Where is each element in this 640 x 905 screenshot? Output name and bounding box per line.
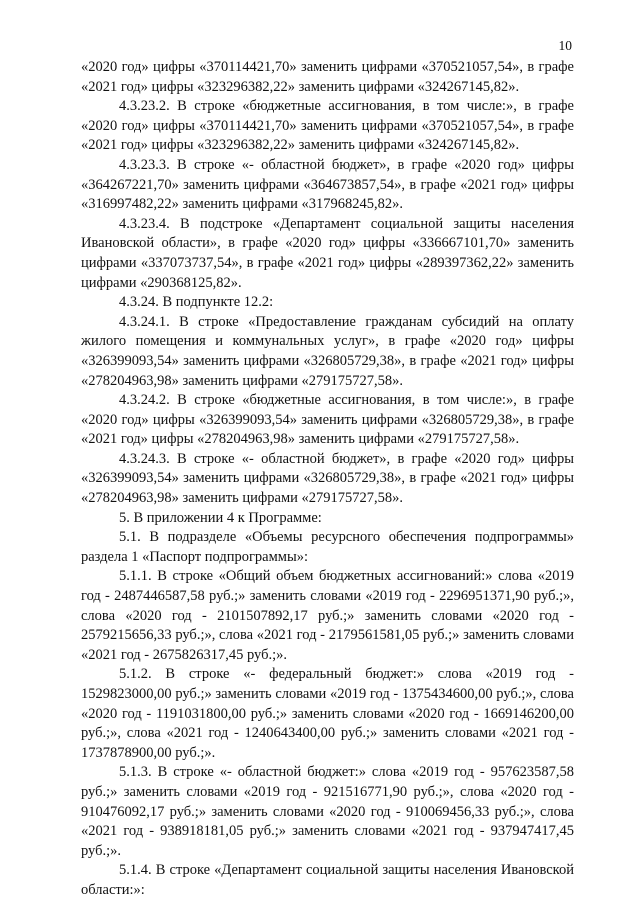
paragraph-4-3-24-2: 4.3.24.2. В строке «бюджетные ассигнования, в том числе:», в графе «2020 год» цифры «326399093,54» заменить цифрами «326805729,38», в графе «2021 год» цифры «278204963,98» заменить цифрами «279175727,58». (81, 392, 574, 448)
paragraph-4-3-23-4: 4.3.23.4. В подстроке «Департамент социальной защиты населения Ивановской области», в графе «2020 год» цифры «336667101,70» заменить цифрами «337073737,54», в графе «2021 год» цифры «289397362,22» заменить цифрами «290368125,82». (81, 215, 574, 291)
paragraph-4-3-24-3: 4.3.24.3. В строке «- областной бюджет», в графе «2020 год» цифры «326399093,54» заменить цифрами «326805729,38», в графе «2021 год» цифры «278204963,98» заменить цифрами «279175727,58». (81, 450, 574, 507)
paragraph-4-3-23-3: 4.3.23.3. В строке «- областной бюджет», в графе «2020 год» цифры «364267221,70» заменить цифрами «364673857,54», в графе «2021 год» цифры «316997482,22» заменить цифрами «317968245,82». (81, 156, 574, 213)
document-body (81, 58, 574, 901)
paragraph-4-3-23-2: 4.3.23.2. В строке «бюджетные ассигнования, в том числе:», в графе «2020 год» цифры «370114421,70» заменить цифрами «370521057,54», в графе «2021 год» цифры «323296382,22» заменить цифрами «324267145,82». (81, 98, 574, 154)
paragraph-continuation: «2020 год» цифры «370114421,70» заменить цифрами «370521057,54», в графе «2021 год» цифры «323296382,22» заменить цифрами «324267145,82». (81, 59, 574, 95)
paragraph-5-1: 5.1. В подразделе «Объемы ресурсного обеспечения подпрограммы» раздела 1 «Паспорт подпрограммы»: (81, 529, 574, 565)
paragraph-5: 5. В приложении 4 к Программе: (119, 509, 322, 526)
page-number: 10 (558, 38, 572, 53)
paragraph-5-1-1: 5.1.1. В строке «Общий объем бюджетных ассигнований:» слова «2019 год - 2487446587,58 руб.;» заменить словами «2019 год - 2296951371,90 руб.;», слова «2020 год - 2101507892,17 руб.;» заменить словами «2020 год - 2579215656,33 руб.;», слова «2021 год - 2179561581,05 руб.;» заменить словами «2021 год - 2675826317,45 руб.;». (81, 568, 574, 663)
paragraph-4-3-24-1: 4.3.24.1. В строке «Предоставление гражданам субсидий на оплату жилого помещения и коммунальных услуг», в графе «2020 год» цифры «326399093,54» заменить цифрами «326805729,38», в графе «2021 год» цифры «278204963,98» заменить цифрами «279175727,58». (81, 313, 574, 389)
paragraph-5-1-3: 5.1.3. В строке «- областной бюджет:» слова «2019 год - 957623587,58 руб.;» заменить словами «2019 год - 921516771,90 руб.;», слова «2020 год - 910476092,17 руб.;» заменить словами «2020 год - 910069456,33 руб.;», слова «2021 год - 938918181,05 руб.;» заменить словами «2021 год - 937947417,45 руб.;». (81, 764, 574, 859)
paragraph-5-1-2: 5.1.2. В строке «- федеральный бюджет:» слова «2019 год - 1529823000,00 руб.;» заменить словами «2019 год - 1375434600,00 руб.;», слова «2020 год - 1191031800,00 руб.;» заменить словами «2020 год - 1669146200,00 руб.;», слова «2021 год - 1240643400,00 руб.;» заменить словами «2021 год - 1737878900,00 руб.;». (81, 666, 574, 761)
paragraph-4-3-24: 4.3.24. В подпункте 12.2: (119, 294, 274, 311)
paragraph-5-1-4: 5.1.4. В строке «Департамент социальной защиты населения Ивановской области:»: (81, 862, 574, 898)
